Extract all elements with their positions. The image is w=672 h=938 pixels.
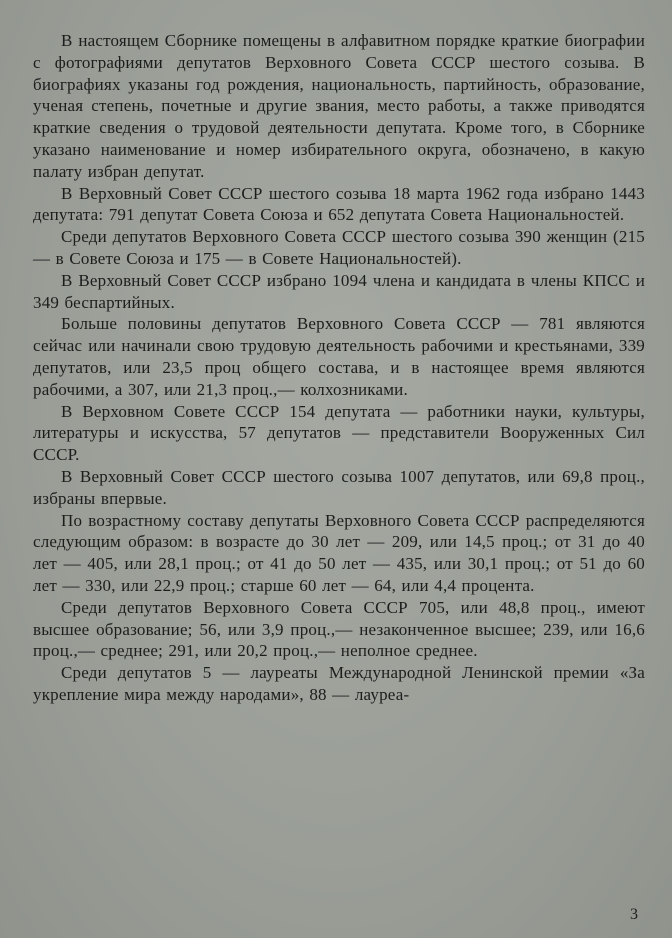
paragraph: В Верховном Совете СССР 154 депутата — работники науки, культуры, литературы и искусства, 57 депутатов — представители Вооруженных Сил СССР. [33, 401, 645, 465]
paragraph: Больше половины депутатов Верховного Совета СССР — 781 являются сейчас или начинали свою трудовую деятельность рабочими и крестьянами, 339 депутатов, или 23,5 проц общего состава, и в настоящее время являются рабочими, а 307, или 21,3 проц.,— колхозниками. [33, 314, 645, 399]
paragraph: В Верховный Совет СССР шестого созыва 1007 депутатов, или 69,8 проц., избраны впервые. [33, 466, 645, 508]
paragraph: В Верховный Совет СССР избрано 1094 члена и кандидата в члены КПСС и 349 беспартийных. [33, 270, 645, 312]
paragraph: Среди депутатов Верховного Совета СССР 705, или 48,8 проц., имеют высшее образование; 56, или 3,9 проц.,— незаконченное высшее; 239, или 16,6 проц.,— среднее; 291, или 20,2 проц.,— неполное среднее. [33, 597, 645, 661]
paragraph: В Верховный Совет СССР шестого созыва 18 марта 1962 года избрано 1443 депутата: 791 депутат Совета Союза и 652 депутата Совета Национальностей. [33, 183, 645, 225]
paragraph: По возрастному составу депутаты Верховного Совета СССР распределяются следующим образом: в возрасте до 30 лет — 209, или 14,5 проц.; от 31 до 40 лет — 405, или 28,1 проц.; от 41 до 50 лет — 435, или 30,1 проц.; от 51 до 60 лет — 330, или 22,9 проц.; старше 60 лет — 64, или 4,4 процента. [33, 510, 645, 595]
paragraph: В настоящем Сборнике помещены в алфавитном порядке краткие биографии с фотографиями депутатов Верховного Совета СССР шестого созыва. В биографиях указаны год рождения, национальность, партийность, образование, ученая степень, почетные и другие звания, место работы, а также приводятся краткие сведения о трудовой деятельности депутата. Кроме того, в Сборнике указано наименование и номер избирательного округа, обозначено, в какую палату избран депутат. [33, 31, 645, 181]
page-number: 3 [630, 906, 638, 923]
body-text [33, 30, 645, 706]
paragraph: Среди депутатов 5 — лауреаты Международной Ленинской премии «За укрепление мира между народами», 88 — лауреа- [33, 663, 645, 704]
paragraph: Среди депутатов Верховного Совета СССР шестого созыва 390 женщин (215 — в Совете Союза и 175 — в Совете Национальностей). [33, 227, 645, 268]
